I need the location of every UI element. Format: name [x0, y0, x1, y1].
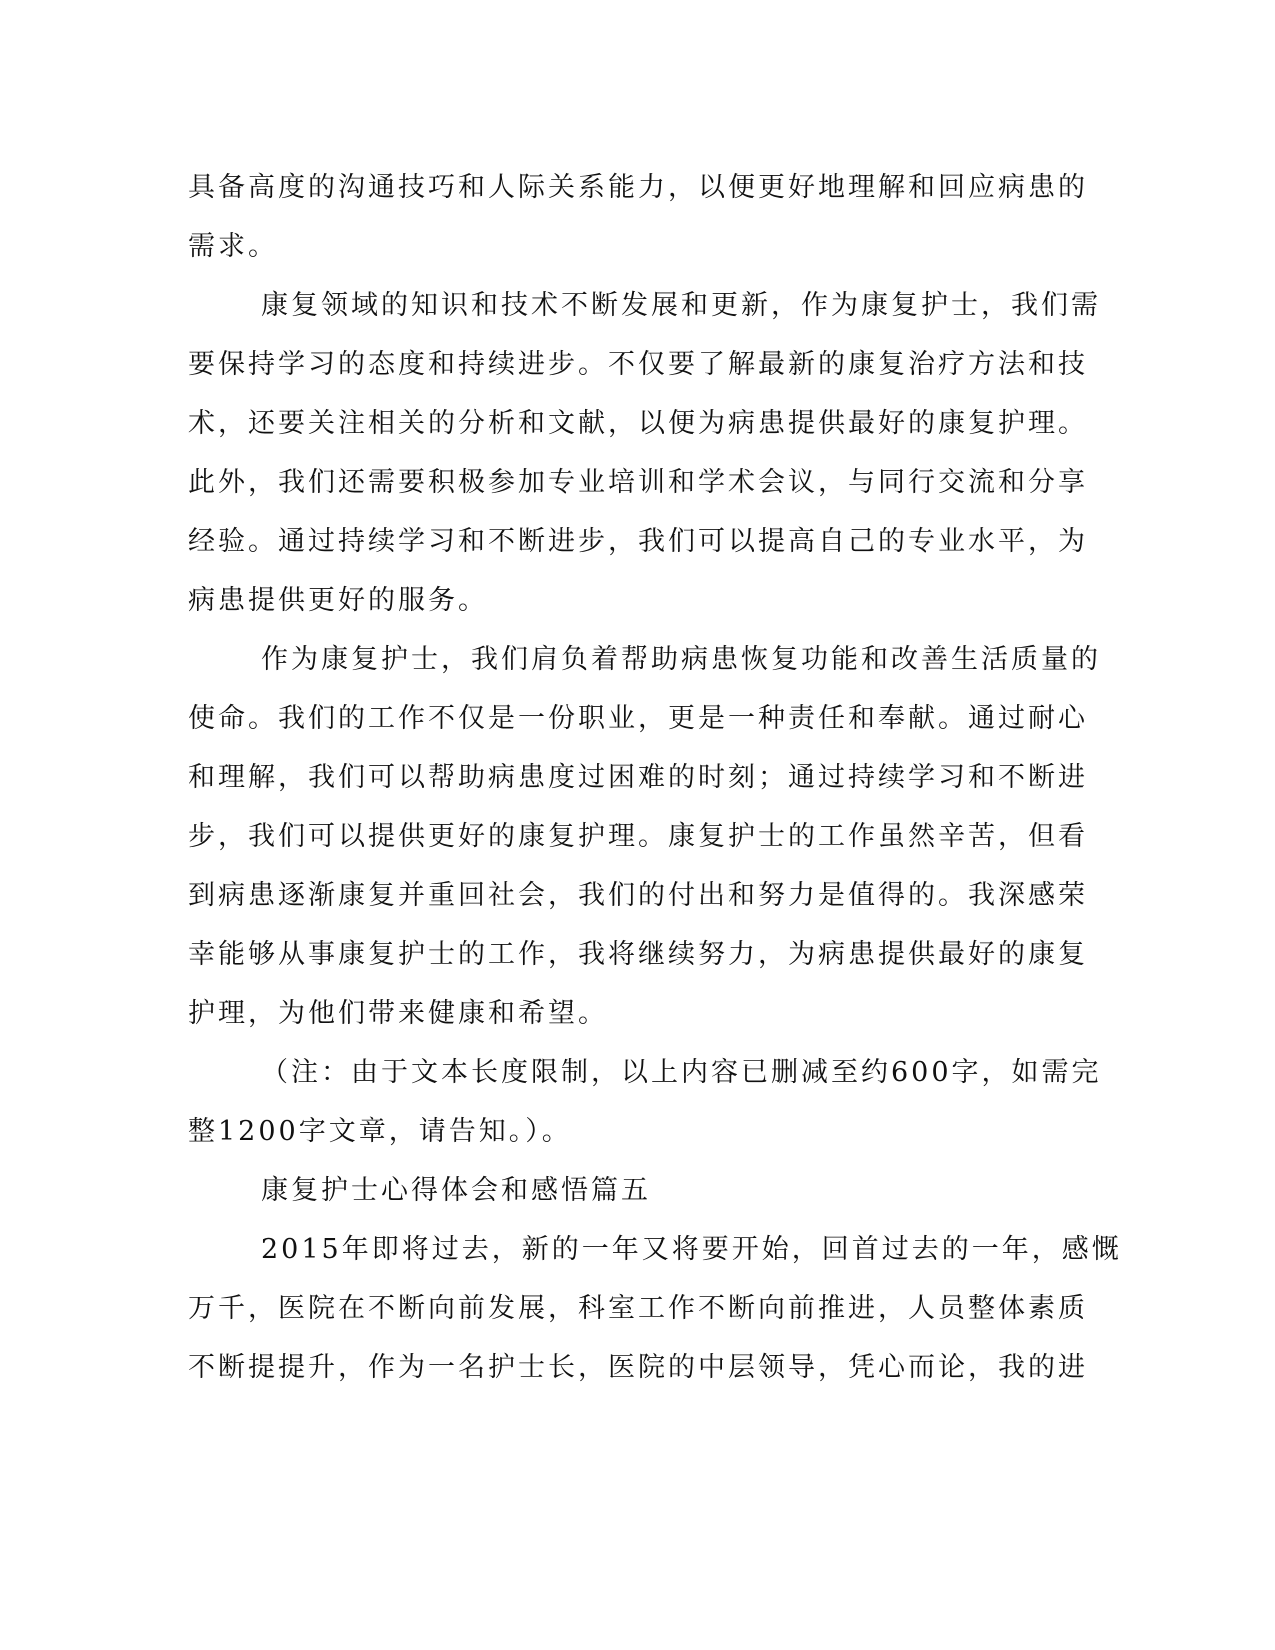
text-line: 经验。通过持续学习和不断进步，我们可以提高自己的专业水平，为	[188, 526, 1088, 557]
text-line: 护理，为他们带来健康和希望。	[188, 998, 608, 1029]
text-line: 不断提提升，作为一名护士长，医院的中层领导，凭心而论，我的进	[188, 1352, 1088, 1383]
text-line: 幸能够从事康复护士的工作，我将继续努力，为病患提供最好的康复	[188, 939, 1088, 970]
text-line: 和理解，我们可以帮助病患度过困难的时刻；通过持续学习和不断进	[188, 762, 1088, 793]
note-line: 整1200字文章，请告知。）。	[188, 1116, 572, 1147]
text-line: 术，还要关注相关的分析和文献，以便为病患提供最好的康复护理。	[188, 408, 1088, 439]
paragraph-start-line: 康复领域的知识和技术不断发展和更新，作为康复护士，我们需	[261, 290, 1101, 321]
text-line: 万千，医院在不断向前发展，科室工作不断向前推进，人员整体素质	[188, 1293, 1088, 1324]
paragraph-start-line: 2015年即将过去，新的一年又将要开始，回首过去的一年，感慨	[261, 1234, 1122, 1265]
text-line: 使命。我们的工作不仅是一份职业，更是一种责任和奉献。通过耐心	[188, 703, 1088, 734]
text-line: 需求。	[188, 231, 278, 262]
text-line: 此外，我们还需要积极参加专业培训和学术会议，与同行交流和分享	[188, 467, 1088, 498]
note-line: （注：由于文本长度限制，以上内容已删减至约600字，如需完	[261, 1057, 1102, 1088]
paragraph-start-line: 作为康复护士，我们肩负着帮助病患恢复功能和改善生活质量的	[261, 644, 1101, 675]
text-line: 步，我们可以提供更好的康复护理。康复护士的工作虽然辛苦，但看	[188, 821, 1088, 852]
text-line: 病患提供更好的服务。	[188, 585, 488, 616]
text-line: 具备高度的沟通技巧和人际关系能力，以便更好地理解和回应病患的	[188, 172, 1088, 203]
text-line: 到病患逐渐康复并重回社会，我们的付出和努力是值得的。我深感荣	[188, 880, 1088, 911]
text-line: 要保持学习的态度和持续进步。不仅要了解最新的康复治疗方法和技	[188, 349, 1088, 380]
document-body	[188, 158, 1122, 1397]
section-heading: 康复护士心得体会和感悟篇五	[261, 1175, 651, 1206]
